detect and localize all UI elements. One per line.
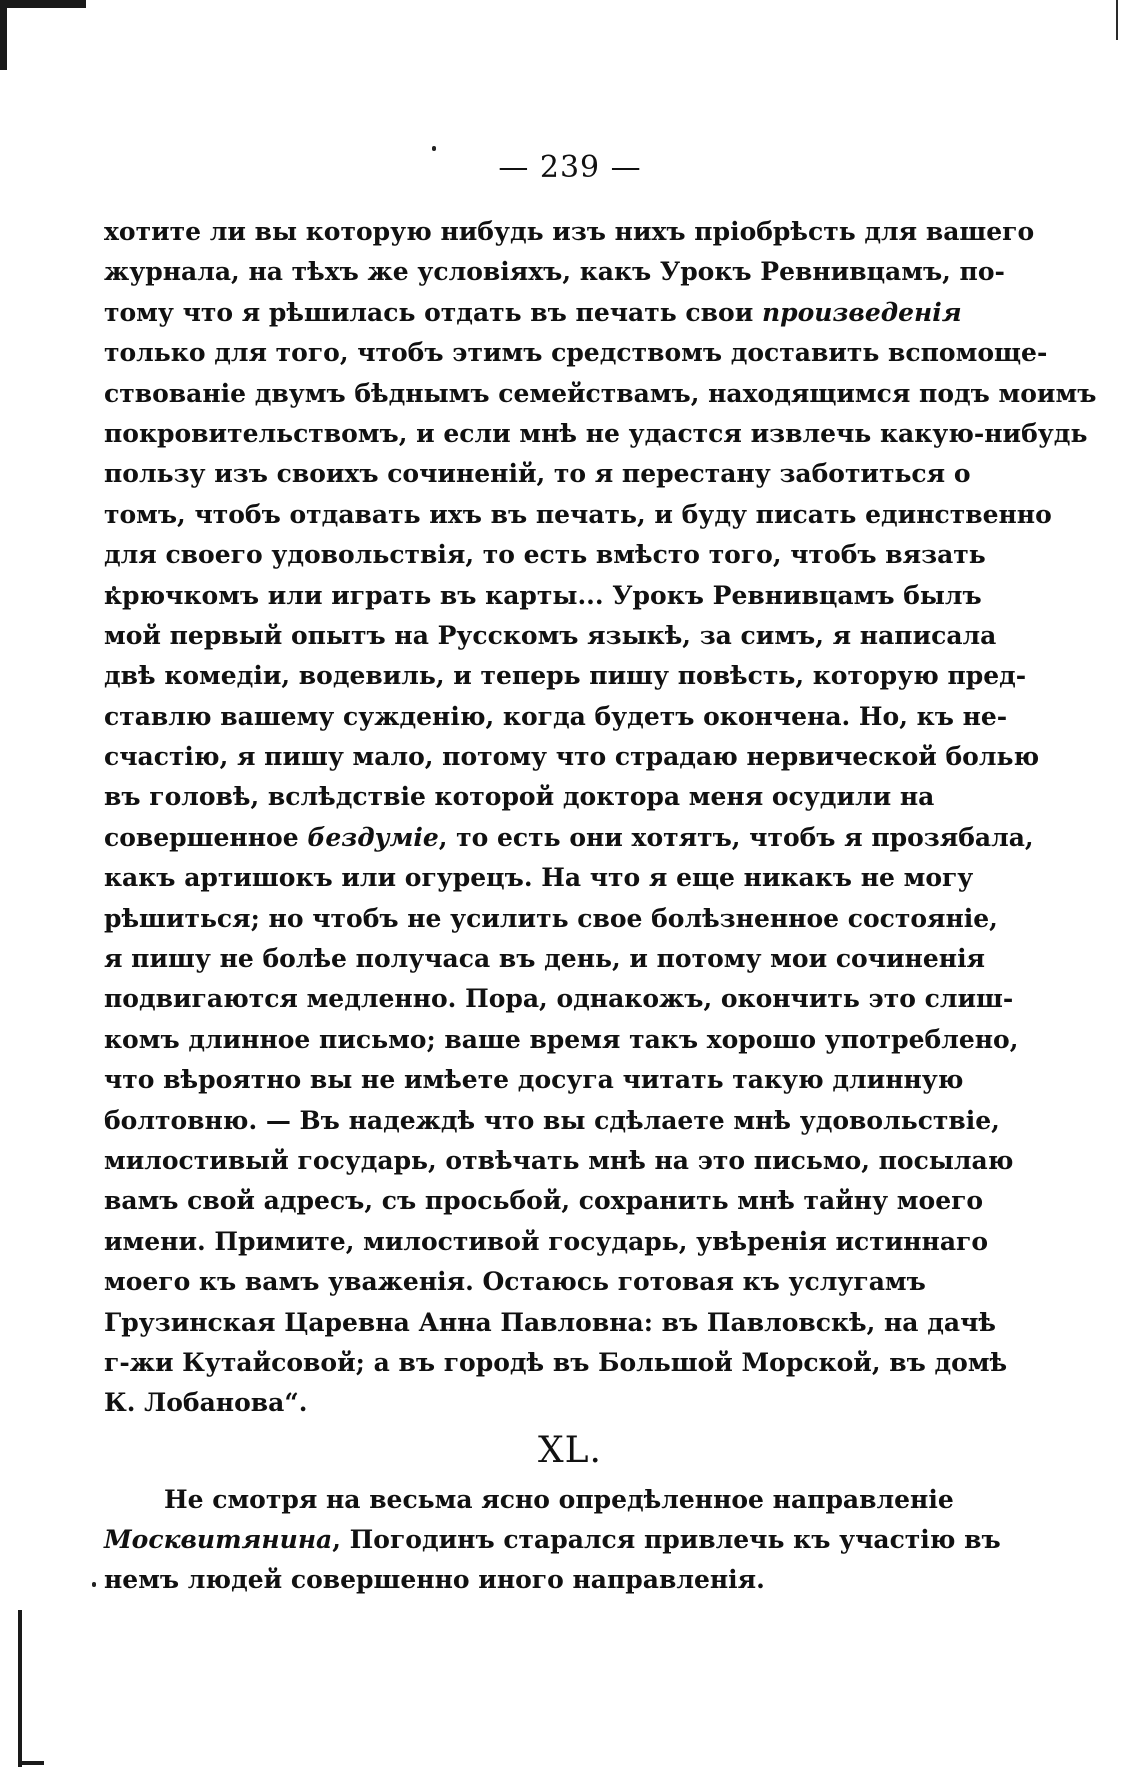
- text-line: Не смотря на весьма ясно опредѣленное направленіе: [164, 1485, 954, 1514]
- text-line: журнала, на тѣхъ же условіяхъ, какъ Урокъ Ревнивцамъ, по-: [104, 257, 1005, 287]
- italic-word: произведенія: [761, 297, 962, 327]
- text-line: ставлю вашему сужденію, когда будетъ окончена. Но, къ не-: [104, 701, 1008, 731]
- text-line: милостивый государь, отвѣчать мнѣ на это письмо, посылаю: [104, 1145, 1014, 1175]
- text-line: покровительствомъ, и если мнѣ не удастся извлечь какую-нибудь: [104, 418, 1088, 448]
- section-paragraph: [104, 1480, 1001, 1600]
- text-line: немъ людей совершенно иного направленія.: [104, 1565, 765, 1594]
- scan-edge-artifact: [18, 1761, 44, 1765]
- text-line: какъ артишокъ или огурецъ. На что я еще никакъ не могу: [104, 863, 974, 893]
- scan-edge-artifact: [0, 0, 7, 70]
- text-line: [104, 818, 1034, 858]
- text-segment: , Погодинъ старался привлечь къ участію въ: [332, 1525, 1001, 1554]
- text-segment: совершенное: [104, 822, 299, 852]
- text-line: въ головѣ, вслѣдствіе которой доктора меня осудили на: [104, 782, 935, 812]
- text-line: [104, 1520, 1001, 1560]
- letter-text: [104, 212, 1097, 1424]
- text-line: крючкомъ или играть въ карты... Урокъ Ревнивцамъ былъ: [104, 580, 982, 610]
- text-line: болтовню. — Въ надеждѣ что вы сдѣлаете мнѣ удовольствіе,: [104, 1105, 1000, 1135]
- text-line: пользу изъ своихъ сочиненій, то я перестану заботиться о: [104, 459, 971, 489]
- scan-edge-artifact: [0, 0, 86, 8]
- text-line: комъ длинное письмо; ваше время такъ хорошо употреблено,: [104, 1024, 1019, 1054]
- text-line: только для того, чтобъ этимъ средствомъ доставить вспомоще-: [104, 338, 1048, 368]
- text-line: томъ, чтобъ отдавать ихъ въ печать, и буду писать единственно: [104, 499, 1052, 529]
- text-line: моего къ вамъ уваженія. Остаюсь готовая къ услугамъ: [104, 1267, 926, 1297]
- page-number: — 239 —: [498, 150, 642, 185]
- text-line: К. Лобанова“.: [104, 1388, 308, 1418]
- scan-edge-artifact: [1116, 0, 1118, 40]
- text-line: рѣшиться; но чтобъ не усилить свое болѣзненное состояніе,: [104, 903, 998, 933]
- scan-speck: [92, 1582, 96, 1587]
- text-segment: , то есть они хотятъ, чтобъ я прозябала,: [438, 822, 1034, 852]
- italic-word: бездуміе: [307, 822, 439, 852]
- text-line: счастію, я пишу мало, потому что страдаю нервической болью: [104, 742, 1040, 772]
- text-line: имени. Примите, милостивой государь, увѣренія истиннаго: [104, 1226, 989, 1256]
- text-line: Грузинская Царевна Анна Павловна: въ Павловскѣ, на дачѣ: [104, 1307, 996, 1337]
- text-line: вамъ свой адресъ, съ просьбой, сохранить мнѣ тайну моего: [104, 1186, 984, 1216]
- text-line: ствованіе двумъ бѣднымъ семействамъ, находящимся подъ моимъ: [104, 378, 1097, 408]
- text-line: я пишу не болѣе получаса въ день, и потому мои сочиненія: [104, 944, 986, 974]
- text-line: подвигаются медленно. Пора, однакожъ, окончить это слиш-: [104, 984, 1014, 1014]
- text-line: что вѣроятно вы не имѣете досуга читать такую длинную: [104, 1065, 964, 1095]
- italic-word: Москвитянина: [104, 1525, 333, 1554]
- scan-edge-artifact: [18, 1610, 22, 1767]
- text-line: двѣ комедіи, водевиль, и теперь пишу повѣсть, которую пред-: [104, 661, 1027, 691]
- text-line: мой первый опытъ на Русскомъ языкѣ, за симъ, я написала: [104, 620, 997, 650]
- text-line: г-жи Кутайсовой; а въ городѣ въ Большой Морской, въ домѣ: [104, 1347, 1008, 1377]
- text-segment: тому что я рѣшилась отдать въ печать свои: [104, 297, 754, 327]
- text-line: хотите ли вы которую нибудь изъ нихъ пріобрѣсть для вашего: [104, 217, 1035, 246]
- text-line: для своего удовольствія, то есть вмѣсто того, чтобъ вязать: [104, 540, 986, 570]
- section-heading: XL.: [538, 1430, 602, 1471]
- text-line: [104, 293, 962, 333]
